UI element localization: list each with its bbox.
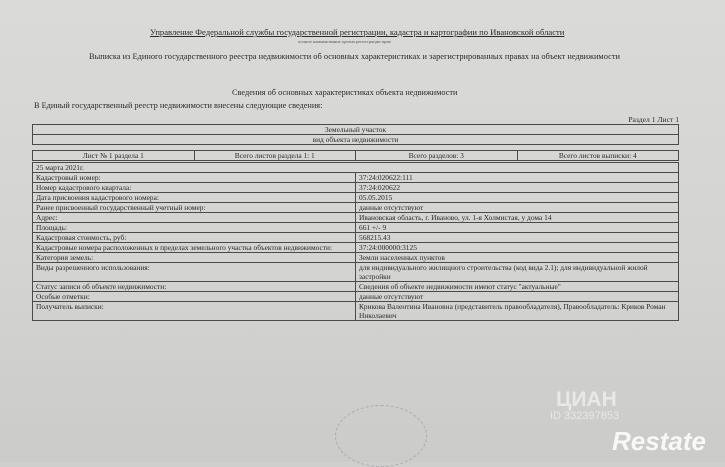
total-sections: Всего разделов: 3 (356, 151, 518, 161)
cian-watermark: ЦИАН (556, 388, 617, 411)
table-row: Адрес: Ивановская область, г. Иваново, ул. 1-я Холмистая, у дома 14 (33, 213, 679, 223)
object-type: Земельный участок (33, 125, 679, 135)
object-type-caption: вид объекта недвижимости (33, 135, 679, 145)
organization-caption: полное наименование органа регистрации прав (298, 39, 391, 44)
table-row: Кадастровый номер: 37:24:020622:111 (33, 173, 679, 183)
table-row: Номер кадастрового квартала: 37:24:020622 (33, 183, 679, 193)
table-row: Получатель выписки: Крикова Валентина Ивановна (представитель правообладателя), Правообладатель: Криков Роман Николаевич (33, 302, 679, 321)
watermark-id: ID 332397853 (550, 410, 620, 422)
sheets-table (32, 150, 679, 161)
table-row: Дата присвоения кадастрового номера: 05.05.2015 (33, 193, 679, 203)
total-extract: Всего листов выписки: 4 (517, 151, 679, 161)
section-title: Сведения об основных характеристиках объекта недвижимости (232, 88, 458, 97)
object-type-table (32, 124, 679, 145)
table-row: Ранее присвоенный государственный учетный номер: данные отсутствуют (33, 203, 679, 213)
organization-name: Управление Федеральной службы государственной регистрации, кадастра и картографии по Ивановской области (150, 27, 565, 37)
properties-table (32, 162, 679, 321)
intro-text: В Единый государственный реестр недвижимости внесены следующие сведения: (34, 101, 323, 110)
sheet-label: Раздел 1 Лист 1 (628, 115, 679, 124)
extract-date: 25 марта 2021г. (33, 163, 679, 173)
restate-logo: Restate (612, 426, 706, 456)
extract-title: Выписка из Единого государственного реестра недвижимости об основных характеристиках и зарегистрированных правах на объект недвижимости (89, 52, 620, 61)
table-row: Площадь: 661 +/- 9 (33, 223, 679, 233)
table-row: Статус записи об объекте недвижимости: Сведения об объекте недвижимости имеют статус "актуальные" (33, 282, 679, 292)
stamp-mark (335, 405, 427, 467)
table-row: Кадастровые номера расположенных в пределах земельного участка объектов недвижимости: 37:24:000000:3125 (33, 243, 679, 253)
table-row: Кадастровая стоимость, руб: 568215.43 (33, 233, 679, 243)
sheet-section: Лист № 1 раздела 1 (33, 151, 195, 161)
total-section: Всего листов раздела 1: 1 (194, 151, 356, 161)
table-row: Особые отметки: данные отсутствуют (33, 292, 679, 302)
table-row: Категория земель: Земли населенных пунктов (33, 253, 679, 263)
table-row: Виды разрешенного использования: для индивидуального жилищного строительства (код вида 2.1); для индивидуальной жилой застройки (33, 263, 679, 282)
